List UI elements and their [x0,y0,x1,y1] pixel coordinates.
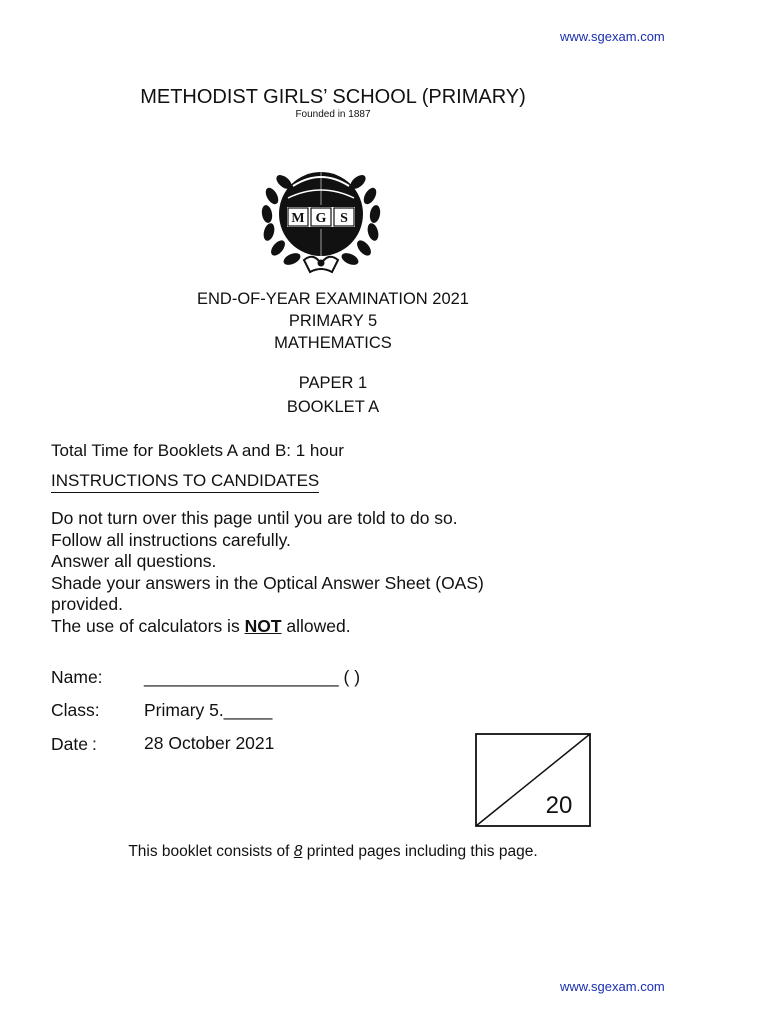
page-count: 8 [293,843,303,860]
instructions-list [51,508,484,637]
score-box [475,733,591,827]
instruction-line: Follow all instructions carefully. [51,529,291,550]
crest-letter-s: S [340,211,348,226]
date-colon: : [91,734,97,754]
exam-title: END-OF-YEAR EXAMINATION 2021 [196,290,469,308]
instruction-line: Do not turn over this page until you are told to do so. [51,508,458,528]
name-field[interactable]: ____________________ ( ) [144,667,361,687]
header-website-link[interactable]: www.sgexam.com [560,29,665,44]
date-label-text: Date [51,734,88,754]
date-label [51,734,97,755]
not-emphasis: NOT [244,615,282,636]
exam-booklet: BOOKLET A [286,398,380,416]
exam-paper: PAPER 1 [298,374,368,392]
score-total: 20 [545,792,573,819]
crest-letter-g: G [315,211,327,226]
instruction-line: Answer all questions. [51,551,217,571]
instruction-line: provided. [51,594,123,614]
class-field[interactable]: Primary 5._____ [144,700,273,720]
pages-note [0,843,666,861]
date-value: 28 October 2021 [144,733,275,753]
crest-letter-m: M [291,211,305,226]
school-name: METHODIST GIRLS’ SCHOOL (PRIMARY) [140,86,526,108]
class-label: Class: [51,700,100,720]
instruction-line-calculators [51,616,484,638]
footer-website-link[interactable]: www.sgexam.com [560,979,665,994]
instruction-text: allowed. [281,615,351,636]
pages-note-text: printed pages including this page. [302,843,538,860]
exam-subject: MATHEMATICS [274,334,392,352]
school-crest-logo [258,156,384,276]
instructions-heading: INSTRUCTIONS TO CANDIDATES [51,471,319,493]
instruction-text: The use of calculators is [51,615,245,636]
pages-note-text: This booklet consists of [128,843,294,860]
instruction-line: Shade your answers in the Optical Answer Sheet (OAS) [51,572,484,593]
name-label: Name: [51,667,103,687]
total-time-text: Total Time for Booklets A and B: 1 hour [51,441,344,460]
founded-text: Founded in 1887 [295,109,371,120]
exam-level: PRIMARY 5 [288,312,378,330]
